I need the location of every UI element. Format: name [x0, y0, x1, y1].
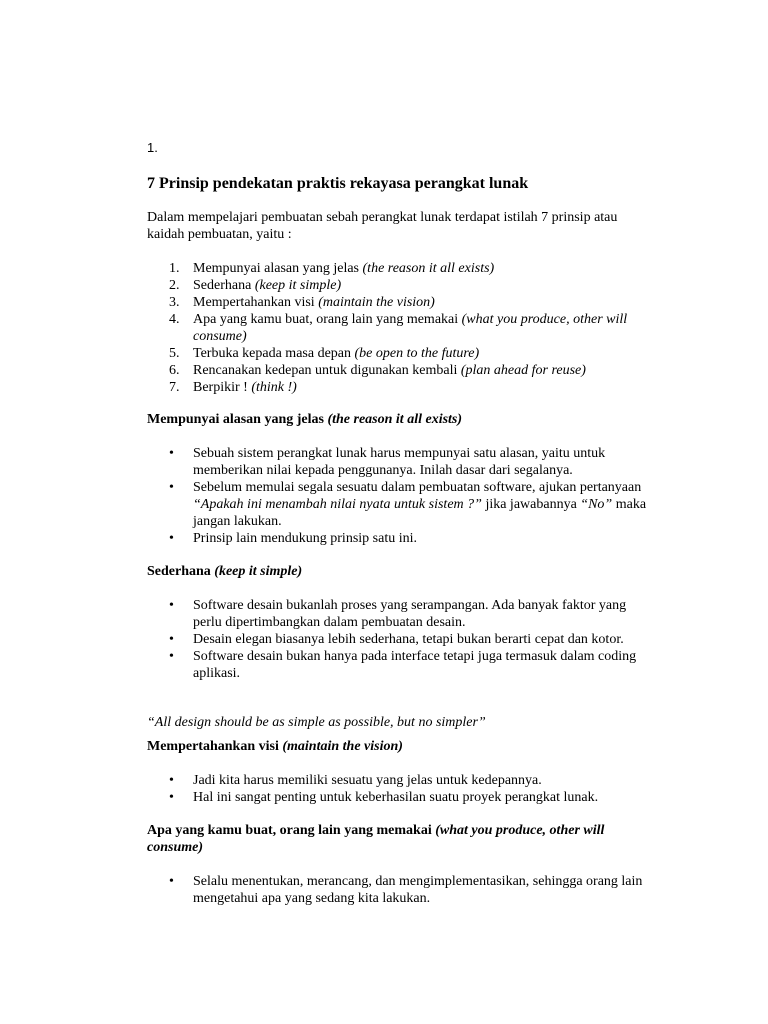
list-item [147, 530, 657, 547]
bullet-list [147, 873, 657, 907]
bullet-text: Selalu menentukan, merancang, dan mengimplementasikan, sehingga orang lain mengetahui apa yang sedang kita lakukan. [193, 874, 643, 906]
heading-text: Mempertahankan visi [147, 739, 283, 754]
heading-english: (keep it simple) [214, 564, 303, 579]
bullet-text: jika jawabannya [481, 497, 581, 512]
bullet-quote: “No” [580, 497, 613, 512]
principle-english: (the reason it all exists) [362, 261, 495, 276]
bullet-text: Software desain bukanlah proses yang serampangan. Ada banyak faktor yang perlu dipertimbangkan dalam pembuatan desain. [193, 598, 627, 630]
list-item [147, 631, 657, 648]
bullet-icon: • [169, 531, 174, 546]
list-item [147, 362, 657, 379]
list-number: 1. [169, 261, 180, 276]
list-number: 6. [169, 363, 180, 378]
list-item [147, 873, 657, 907]
list-item [147, 597, 657, 631]
list-number: 7. [169, 380, 180, 395]
list-item [147, 648, 657, 682]
principle-english: (maintain the vision) [318, 295, 435, 310]
heading-text: Apa yang kamu buat, orang lain yang memakai [147, 823, 436, 838]
principle-text: Rencanakan kedepan untuk digunakan kembali [193, 363, 461, 378]
heading-english: (the reason it all exists) [327, 412, 463, 427]
section-heading [147, 822, 657, 856]
principle-english: (be open to the future) [354, 346, 480, 361]
list-item [147, 789, 657, 806]
principle-text: Mempunyai alasan yang jelas [193, 261, 363, 276]
bullet-text: Desain elegan biasanya lebih sederhana, tetapi bukan berarti cepat dan kotor. [193, 632, 624, 647]
bullet-icon: • [169, 773, 174, 788]
bullet-list [147, 597, 657, 682]
principle-text: Sederhana [193, 278, 255, 293]
list-item [147, 479, 657, 530]
principle-english: (what you produce, other will consume) [193, 312, 628, 344]
bullet-text: Hal ini sangat penting untuk keberhasilan suatu proyek perangkat lunak. [193, 790, 599, 805]
bullet-quote: “Apakah ini menambah nilai nyata untuk sistem ?” [193, 497, 482, 512]
principles-list [147, 260, 657, 396]
bullet-icon: • [169, 649, 174, 664]
heading-text: Mempunyai alasan yang jelas [147, 412, 328, 427]
list-number: 5. [169, 346, 180, 361]
page-number: 1. [147, 140, 158, 155]
bullet-text: maka jangan lakukan. [193, 497, 647, 529]
bullet-icon: • [169, 446, 174, 461]
list-item [147, 445, 657, 479]
list-item [147, 379, 657, 396]
list-item [147, 294, 657, 311]
bullet-icon: • [169, 480, 174, 495]
principle-text: Berpikir ! [193, 380, 252, 395]
section-heading [147, 563, 657, 580]
list-item [147, 277, 657, 294]
principle-text: Apa yang kamu buat, orang lain yang memakai [193, 312, 462, 327]
bullet-list [147, 445, 657, 547]
principle-text: Mempertahankan visi [193, 295, 319, 310]
list-number: 2. [169, 278, 180, 293]
bullet-text: Prinsip lain mendukung prinsip satu ini. [193, 531, 417, 546]
list-item [147, 345, 657, 362]
list-item [147, 311, 657, 345]
bullet-text: Software desain bukan hanya pada interface tetapi juga termasuk dalam coding aplikasi. [193, 649, 637, 681]
principle-english: (plan ahead for reuse) [460, 363, 586, 378]
list-item [147, 772, 657, 789]
list-number: 3. [169, 295, 180, 310]
bullet-icon: • [169, 598, 174, 613]
intro-paragraph: Dalam mempelajari pembuatan sebah perangkat lunak terdapat istilah 7 prinsip atau kaidah pembuatan, yaitu : [147, 210, 618, 242]
bullet-text: Sebelum memulai segala sesuatu dalam pembuatan software, ajukan pertanyaan [193, 480, 642, 495]
list-item [147, 260, 657, 277]
bullet-list [147, 772, 657, 806]
section-heading [147, 411, 657, 428]
bullet-icon: • [169, 632, 174, 647]
section-heading [147, 738, 657, 755]
principle-english: (keep it simple) [254, 278, 342, 293]
bullet-icon: • [169, 790, 174, 805]
principle-text: Terbuka kepada masa depan [193, 346, 355, 361]
bullet-text: Sebuah sistem perangkat lunak harus mempunyai satu alasan, yaitu untuk memberikan nilai kepada penggunanya. Inilah dasar dari segalanya. [193, 446, 606, 478]
bullet-icon: • [169, 874, 174, 889]
document-title: 7 Prinsip pendekatan praktis rekayasa perangkat lunak [147, 175, 529, 192]
heading-text: Sederhana [147, 564, 215, 579]
heading-english: (what you produce, other will consume) [147, 823, 605, 855]
bullet-text: Jadi kita harus memiliki sesuatu yang jelas untuk kedepannya. [193, 773, 542, 788]
design-quote: “All design should be as simple as possible, but no simpler” [147, 715, 486, 730]
heading-english: (maintain the vision) [282, 739, 403, 754]
list-number: 4. [169, 312, 180, 327]
principle-english: (think !) [251, 380, 297, 395]
